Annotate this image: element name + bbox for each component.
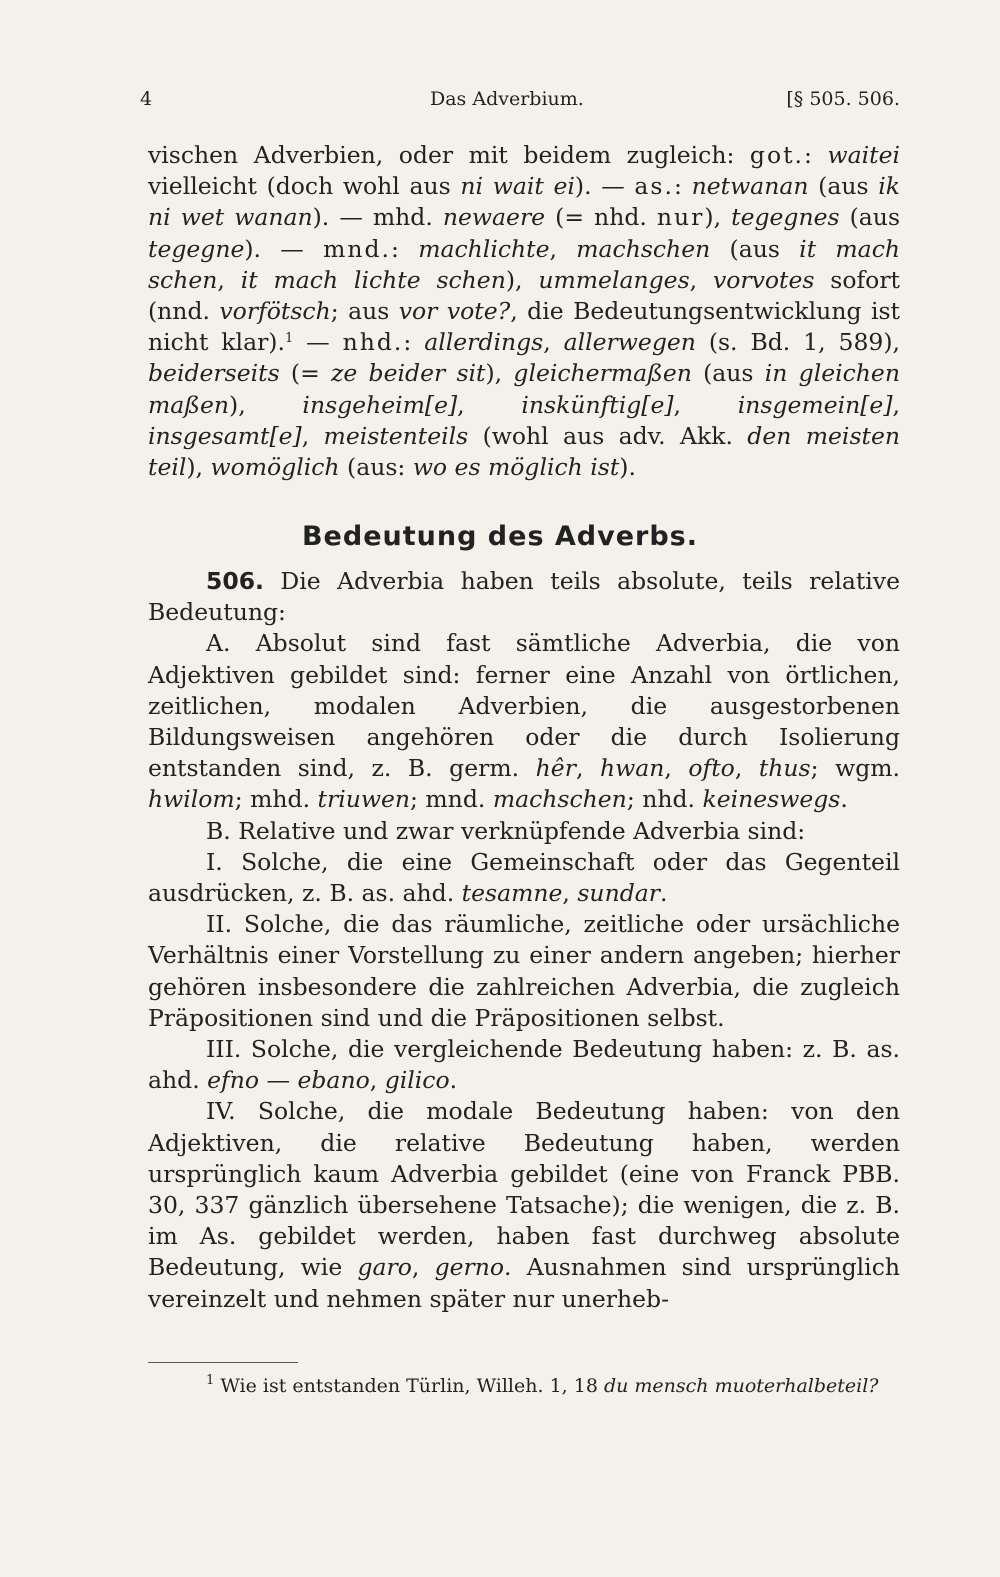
text-run: Die Adverbia haben teils absolute, teils relative Bedeutung: xyxy=(148,567,900,627)
italic-term: garo xyxy=(357,1253,412,1282)
footnote-marker: 1 xyxy=(206,1373,215,1388)
text-run: A. Absolut sind fast sämtliche Adverbia, die von Adjektiven gebildet sind: ferner eine Anzahl von örtlichen, zeitlichen, modalen Adverbien, die ausgestorbenen Bildungsweisen angehören oder die durch Isolierung entstanden sind, z. B. germ. xyxy=(148,629,900,783)
text-run: , xyxy=(734,754,759,783)
text-run: (= xyxy=(279,359,332,388)
italic-term: inskünftig[e] xyxy=(521,390,674,419)
text-run: , xyxy=(369,1066,385,1095)
italic-term: insgeheim[e] xyxy=(302,390,458,419)
paragraph-iii xyxy=(148,1034,900,1096)
text-run: II. Solche, die das räumliche, zeitliche oder ursächliche Verhältnis einer Vorstellung zu einer andern angeben; hierher gehören insbesondere die zahlreichen Adverbia, die zugleich Präpositionen sind und die Präpositionen selbst. xyxy=(148,910,900,1032)
italic-term: vorfötsch xyxy=(219,297,331,326)
footnote xyxy=(148,1372,900,1400)
text-run: ), xyxy=(229,390,303,419)
text-run: nhd. xyxy=(342,328,404,357)
text-run: ; aus xyxy=(330,297,399,326)
italic-term: tegegne xyxy=(148,234,245,263)
text-run: ; mnd. xyxy=(410,785,493,814)
text-run: ). xyxy=(619,453,636,482)
text-run: ), xyxy=(704,203,732,232)
text-run: ). — xyxy=(574,172,635,201)
text-run: sofort (nnd. xyxy=(148,265,901,326)
italic-term: sundar xyxy=(577,879,660,908)
paragraph-506-intro xyxy=(148,566,900,628)
text-run: ). — xyxy=(244,234,324,263)
italic-term: gerno xyxy=(434,1253,505,1282)
footnote-rule xyxy=(148,1362,298,1363)
italic-term: machschen xyxy=(492,785,627,814)
text-run: (aus xyxy=(808,172,879,201)
text-run: . xyxy=(449,1066,458,1095)
text-run: . xyxy=(660,879,668,908)
italic-term: gleichermaßen xyxy=(513,359,692,388)
section-number: 506. xyxy=(206,567,264,595)
text-run: Wie ist entstanden Türlin, Willeh. 1, 18 xyxy=(214,1375,604,1397)
text-run: B. Relative und zwar verknüpfende Adverbia sind: xyxy=(206,816,806,845)
text-run: IV. Solche, die modale Bedeutung haben: von den Adjektiven, die relative Bedeutung haben, werden ursprünglich kaum Adverbia gebildet (eine von Franck PBB. 30, 337 gänzlich übersehene Tatsache); die wenigen, die z. B. im As. gebildet werden, haben fast durchweg absolute Bedeutung, wie xyxy=(148,1097,900,1282)
text-run: , xyxy=(673,390,738,419)
paragraph-a xyxy=(148,628,900,815)
italic-term: waitei xyxy=(827,141,900,169)
italic-term: allerdings xyxy=(424,328,544,357)
text-run: mnd. xyxy=(323,234,392,263)
text-run: — xyxy=(259,1066,298,1095)
text-run: , xyxy=(549,234,577,263)
italic-term: thus xyxy=(758,754,811,783)
italic-term: insgemein[e] xyxy=(737,390,893,419)
italic-term: it mach lichte schen xyxy=(240,265,506,294)
text-run: vielleicht (doch wohl aus xyxy=(148,172,461,201)
text-run: vischen Adverbien, oder mit beidem zugleich: xyxy=(148,141,750,169)
text-run: ), xyxy=(505,265,539,294)
text-run: , xyxy=(892,390,900,419)
page-number: 4 xyxy=(140,88,153,110)
text-run: : xyxy=(403,328,425,357)
text-run: , xyxy=(575,754,600,783)
italic-term: tesamne xyxy=(461,879,563,908)
italic-term: tegegnes xyxy=(731,203,840,232)
italic-term: ni wait ei xyxy=(460,172,575,201)
italic-term: allerwegen xyxy=(563,328,696,357)
text-run: nur xyxy=(656,203,705,232)
text-run: , xyxy=(301,421,324,450)
text-run: . xyxy=(840,785,848,814)
paragraph-i xyxy=(148,847,900,909)
italic-term: efno xyxy=(207,1066,260,1095)
text-run: , xyxy=(411,1253,435,1282)
text-run: (s. Bd. 1, 589), xyxy=(695,328,900,357)
text-run: , xyxy=(543,328,564,357)
italic-term: ebano xyxy=(297,1066,370,1095)
italic-term: ofto xyxy=(688,754,735,783)
italic-term: womöglich xyxy=(210,453,340,482)
running-title: Das Adverbium. xyxy=(430,88,584,110)
text-run: as. xyxy=(634,172,674,201)
italic-term: vorvotes xyxy=(712,265,815,294)
italic-term: meistenteils xyxy=(323,421,469,450)
italic-term: keineswegs xyxy=(702,785,841,814)
text-run: III. Solche, die vergleichende Bedeutung haben: z. B. as. ahd. xyxy=(148,1035,900,1095)
text-run: , xyxy=(217,265,241,294)
paragraph-b xyxy=(148,816,900,847)
italic-term: den meisten teil xyxy=(148,421,900,482)
text-run: ; wgm. xyxy=(810,754,900,783)
paragraph-ii xyxy=(148,909,900,1034)
italic-term: insgesamt[e] xyxy=(148,421,302,450)
italic-term: in gleichen maßen xyxy=(148,359,900,419)
text-run: (aus xyxy=(691,359,765,388)
text-run: (wohl aus adv. Akk. xyxy=(468,421,748,450)
text-run: (= nhd. xyxy=(545,203,657,232)
paragraph-505-continuation xyxy=(148,140,900,483)
italic-term: du mensch muoterhalbeteil? xyxy=(603,1375,879,1397)
text-run: — xyxy=(293,328,343,357)
text-run: (aus: xyxy=(339,453,413,482)
footnote-marker: 1 xyxy=(284,331,294,347)
text-run: I. Solche, die eine Gemeinschaft oder das Gegenteil ausdrücken, z. B. as. ahd. xyxy=(148,847,900,908)
italic-term: ik ni wet wanan xyxy=(148,172,900,232)
section-reference: [§ 505. 506. xyxy=(786,88,900,110)
italic-term: machschen xyxy=(576,234,711,263)
section-heading: Bedeutung des Adverbs. xyxy=(301,521,699,552)
italic-term: wo es möglich ist xyxy=(412,453,620,482)
italic-term: hwilom xyxy=(148,785,235,814)
italic-term: triuwen xyxy=(317,785,411,814)
italic-term: it mach schen xyxy=(148,234,900,294)
text-run: ). — mhd. xyxy=(312,203,443,232)
italic-term: vor vote? xyxy=(398,297,511,326)
page-header xyxy=(140,88,900,120)
text-run: , xyxy=(664,754,689,783)
italic-term: machlichte xyxy=(418,234,550,263)
text-run: , xyxy=(562,879,578,908)
text-run: : xyxy=(673,172,692,201)
italic-term: hwan xyxy=(599,754,665,783)
text-run: ), xyxy=(186,453,211,482)
text-run: got. xyxy=(749,141,805,169)
italic-term: beiderseits xyxy=(148,359,280,388)
italic-term: netwanan xyxy=(691,172,809,201)
text-run: ; nhd. xyxy=(626,785,703,814)
text-run: , xyxy=(457,390,522,419)
text-run: ), xyxy=(485,359,514,388)
text-run: . Ausnahmen sind ursprünglich vereinzelt und nehmen später nur unerheb- xyxy=(148,1253,900,1313)
paragraph-iv xyxy=(148,1096,900,1314)
text-run: ; mhd. xyxy=(234,785,318,814)
italic-term: ummelanges xyxy=(538,265,690,294)
text-run: : xyxy=(804,141,828,169)
italic-term: hêr xyxy=(535,754,576,783)
italic-term: newaere xyxy=(442,203,546,232)
text-run: (aus xyxy=(839,203,901,232)
text-run: , die Bedeutungsentwicklung ist nicht klar). xyxy=(148,297,900,357)
text-run: : xyxy=(391,234,419,263)
body-text-505 xyxy=(148,140,900,483)
italic-term: ze beider sit xyxy=(331,359,486,388)
text-run: , xyxy=(689,265,713,294)
body-text-506 xyxy=(148,566,900,1315)
text-run: (aus xyxy=(710,234,800,263)
italic-term: gilico xyxy=(384,1066,450,1095)
